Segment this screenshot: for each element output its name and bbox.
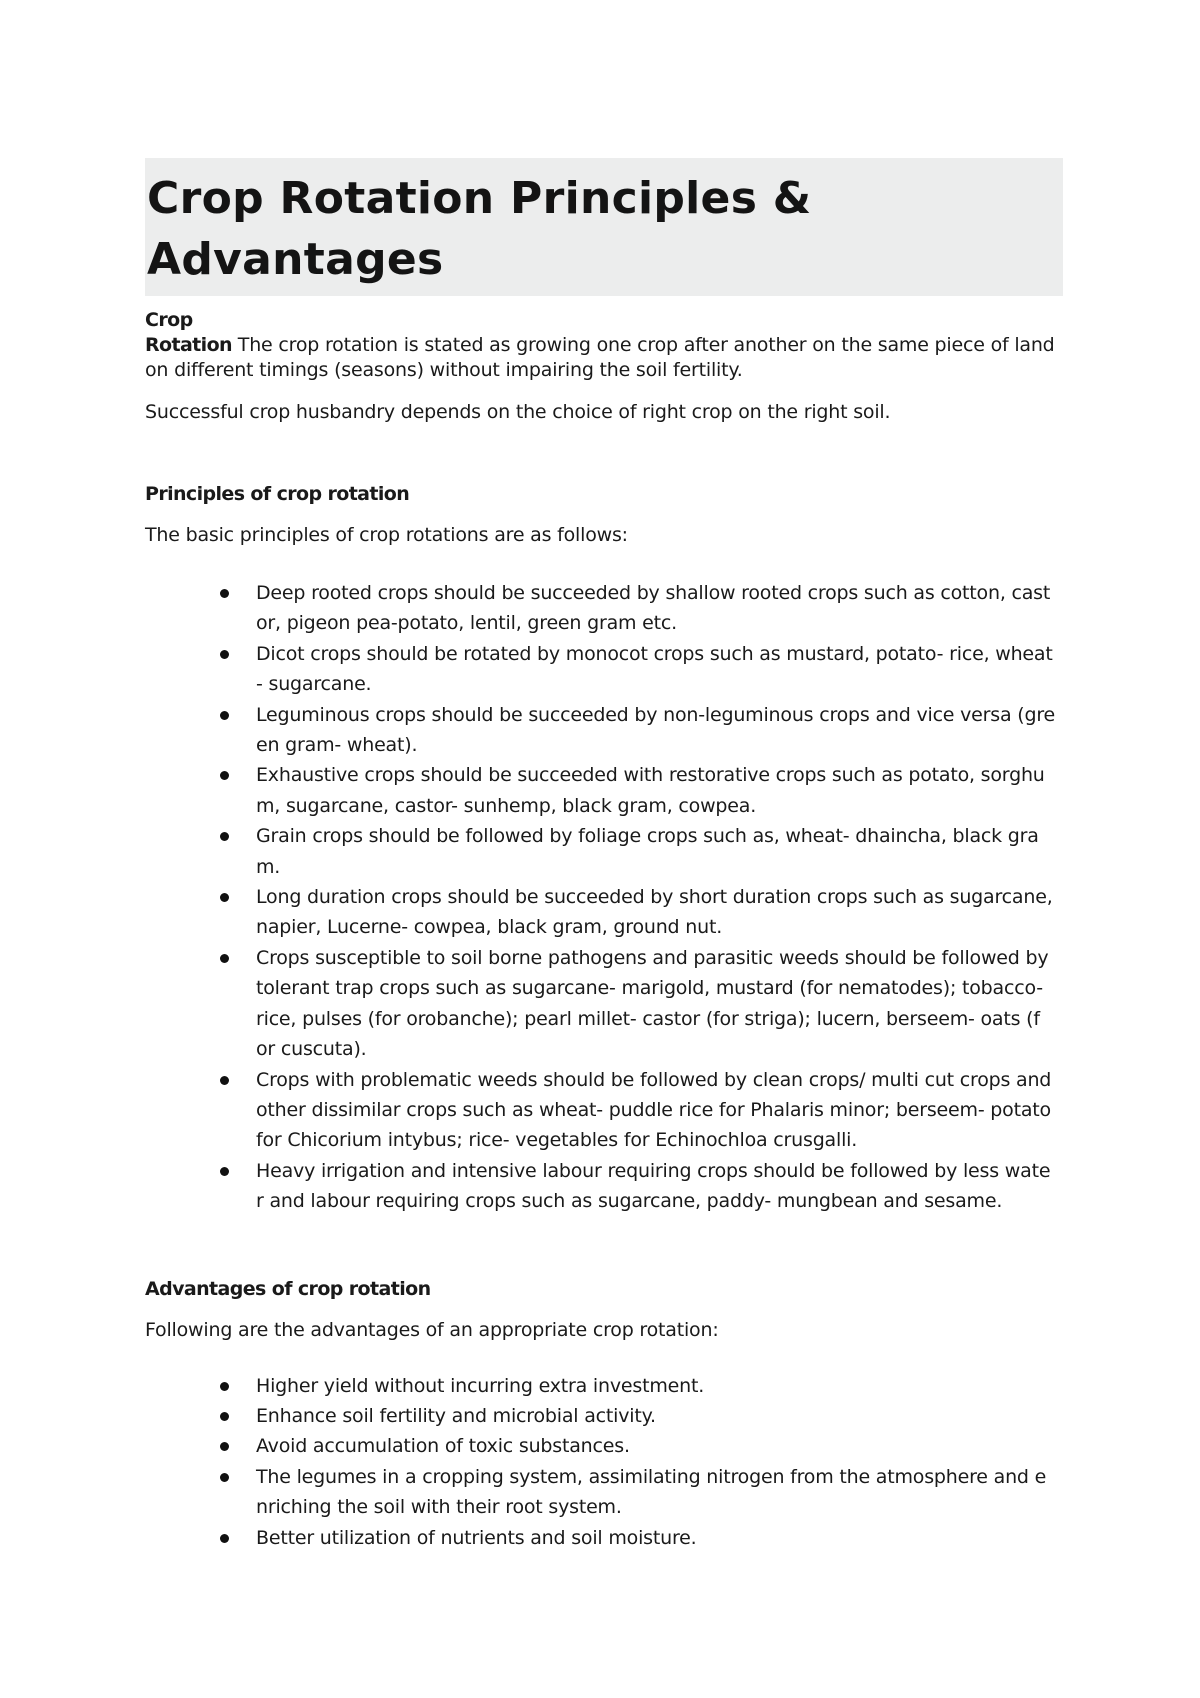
- bullet-icon: [220, 1076, 229, 1085]
- list-item: [145, 1065, 1063, 1156]
- list-item-text: Long duration crops should be succeeded by short duration crops such as sugarcane, napier, Lucerne- cowpea, black gram, ground nut.: [256, 886, 1053, 939]
- list-item-text: Better utilization of nutrients and soil moisture.: [256, 1526, 697, 1549]
- list-item: [145, 1401, 1063, 1431]
- list-item-text: Exhaustive crops should be succeeded with restorative crops such as potato, sorghu m, sugarcane, castor- sunhemp, black gram, cowpea.: [256, 764, 1045, 817]
- list-item: [145, 943, 1063, 1065]
- bullet-icon: [220, 771, 229, 780]
- list-item-text: Higher yield without incurring extra investment.: [256, 1374, 705, 1397]
- definition-paragraph: [145, 308, 1063, 383]
- list-item-text: Deep rooted crops should be succeeded by shallow rooted crops such as cotton, cast or, pigeon pea-potato, lentil, green gram etc.: [256, 582, 1051, 635]
- advantages-heading: Advantages of crop rotation: [145, 1277, 431, 1300]
- title-banner: [145, 158, 1063, 296]
- list-item: [145, 1523, 1063, 1553]
- bullet-icon: [220, 650, 229, 659]
- bullet-icon: [220, 589, 229, 598]
- bullet-icon: [220, 893, 229, 902]
- bullet-icon: [220, 1412, 229, 1421]
- list-item: [145, 578, 1063, 639]
- bullet-icon: [220, 1442, 229, 1451]
- husbandry-paragraph: Successful crop husbandry depends on the choice of right crop on the right soil.: [145, 401, 891, 423]
- bullet-icon: [220, 1534, 229, 1543]
- list-item-text: Grain crops should be followed by foliage crops such as, wheat- dhaincha, black gra m.: [256, 825, 1039, 878]
- principles-intro: The basic principles of crop rotations are as follows:: [145, 524, 628, 546]
- list-item: [145, 1462, 1063, 1523]
- list-item-text: Crops with problematic weeds should be followed by clean crops/ multi cut crops and other dissimilar crops such as wheat- puddle rice for Phalaris minor; berseem- potato for Chicorium intybus; rice- vegetables for Echinochloa crusgalli.: [256, 1068, 1052, 1152]
- page-title: Crop Rotation Principles & Advantages: [147, 173, 812, 285]
- principles-list: [145, 578, 1063, 1217]
- list-item-text: Dicot crops should be rotated by monocot crops such as mustard, potato- rice, wheat - sugarcane.: [256, 642, 1053, 696]
- list-item: [145, 700, 1063, 761]
- bullet-icon: [220, 711, 229, 720]
- list-item: [145, 1431, 1063, 1461]
- list-item: [145, 1156, 1063, 1217]
- list-item: [145, 639, 1063, 700]
- list-item: [145, 821, 1063, 882]
- list-item-text: Crops susceptible to soil borne pathogens and parasitic weeds should be followed by tolerant trap crops such as sugarcane- marigold, mustard (for nematodes); tobacco- rice, pulses (for orobanche); pearl millet- castor (for striga); lucern, berseem- oats (f or cuscuta).: [256, 946, 1049, 1061]
- list-item-text: Heavy irrigation and intensive labour requiring crops should be followed by less wate r and labour requiring crops such as sugarcane, paddy- mungbean and sesame.: [256, 1159, 1051, 1213]
- bullet-icon: [220, 1167, 229, 1176]
- list-item-text: Leguminous crops should be succeeded by non-leguminous crops and vice versa (gre en gram- wheat).: [256, 703, 1056, 757]
- principles-heading: Principles of crop rotation: [145, 483, 410, 505]
- definition-term-line2: Rotation: [145, 334, 232, 356]
- bullet-icon: [220, 832, 229, 841]
- list-item-text: Enhance soil fertility and microbial activity.: [256, 1404, 656, 1427]
- bullet-icon: [220, 1382, 229, 1391]
- list-item: [145, 1371, 1063, 1401]
- list-item-text: Avoid accumulation of toxic substances.: [256, 1435, 630, 1458]
- advantages-list: [145, 1371, 1063, 1553]
- document-page: [145, 158, 1063, 1553]
- definition-text: The crop rotation is stated as growing one crop after another on the same piece of land on different timings (seasons) without impairing the soil fertility.: [145, 334, 1055, 381]
- advantages-intro: Following are the advantages of an appropriate crop rotation:: [145, 1318, 719, 1341]
- bullet-icon: [220, 954, 229, 963]
- list-item-text: The legumes in a cropping system, assimilating nitrogen from the atmosphere and e nriching the soil with their root system.: [256, 1465, 1047, 1519]
- list-item: [145, 760, 1063, 821]
- bullet-icon: [220, 1473, 229, 1482]
- definition-term-line1: Crop: [145, 309, 193, 331]
- list-item: [145, 882, 1063, 943]
